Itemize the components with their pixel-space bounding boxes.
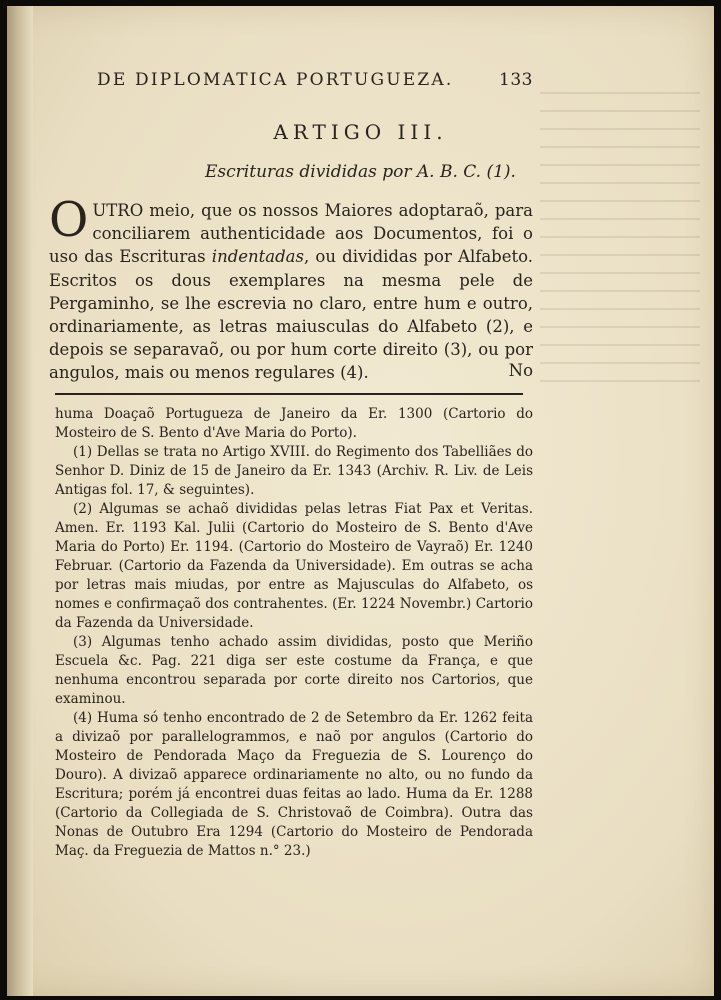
- page-number: 133: [499, 70, 533, 90]
- running-head-text: DE DIPLOMATICA PORTUGUEZA.: [97, 70, 454, 90]
- article-title: ARTIGO III.: [273, 120, 448, 144]
- first-word: UTRO: [92, 201, 144, 220]
- footnotes: [55, 405, 533, 861]
- paragraph-part-2: , ou divididas por Alfabeto. Escritos os dous exemplares na mesma pele de Pergaminho, se lhe escrevia no claro, entre hum e outro, ordinariamente, as letras maiusculas do Alfabeto (2), e depois se separavaõ, ou por hum corte direito (3), ou por angulos, mais ou menos regulares (4).: [49, 247, 534, 383]
- body-paragraph: [49, 192, 534, 385]
- catchword: No: [508, 361, 533, 380]
- footnote-2: (2) Algumas se achaõ divididas pelas letras Fiat Pax et Veritas. Amen. Er. 1193 Kal. Julii (Cartorio do Mosteiro de S. Bento d'Ave Maria do Porto) Er. 1194. (Cartorio do Mosteiro de Vayraõ) Er. 1240 Februar. (Cartorio da Fazenda da Universidade). Em outras se acha por letras mais miudas, por entre as Majusculas do Alfabeto, os nomes e confirmaçaõ dos contrahentes. (Er. 1224 Novembr.) Cartorio da Fazenda da Universidade.: [55, 501, 533, 631]
- footnote-3: (3) Algumas tenho achado assim divididas, posto que Meriño Escuela &c. Pag. 221 diga ser este costume da França, e que nenhuma encontrou separada por corte direito nos Cartorios, que examinou.: [55, 634, 533, 707]
- footnote-rule: [55, 393, 523, 395]
- footnote-continued: huma Doaçaõ Portugueza de Janeiro da Er. 1300 (Cartorio do Mosteiro de S. Bento d'Ave Maria do Porto).: [55, 406, 533, 441]
- section-title: Escrituras divididas por A. B. C. (1).: [205, 162, 516, 182]
- italic-term: indentadas: [211, 247, 304, 267]
- paragraph-part-1: meio, que os nossos Maiores adoptaraõ, para conciliarem authenticidade aos Documentos, foi o uso das Escrituras: [49, 201, 533, 267]
- page-gutter: [7, 6, 33, 996]
- footnote-4: (4) Huma só tenho encontrado de 2 de Setembro da Er. 1262 feita a divizaõ por parallelogrammos, e naõ por angulos (Cartorio do Mosteiro de Pendorada Maço da Freguezia de S. Lourenço do Douro). A divizaõ apparece ordinariamente no alto, ou no fundo da Escritura; porém já encontrei duas feitas ao lado. Huma da Er. 1288 (Cartorio da Collegiada de S. Christovaõ de Coimbra). Outra das Nonas de Outubro Era 1294 (Cartorio do Mosteiro de Pendorada Maç. da Freguezia de Mattos n.° 23.): [55, 710, 533, 859]
- footnote-1: (1) Dellas se trata no Artigo XVIII. do Regimento dos Tabelliães do Senhor D. Diniz de 15 de Janeiro da Er. 1343 (Archiv. R. Liv. de Leis Antigas fol. 17, & seguintes).: [55, 444, 533, 498]
- drop-cap: O: [49, 192, 89, 248]
- running-head: [97, 70, 533, 90]
- book-page: [7, 6, 714, 996]
